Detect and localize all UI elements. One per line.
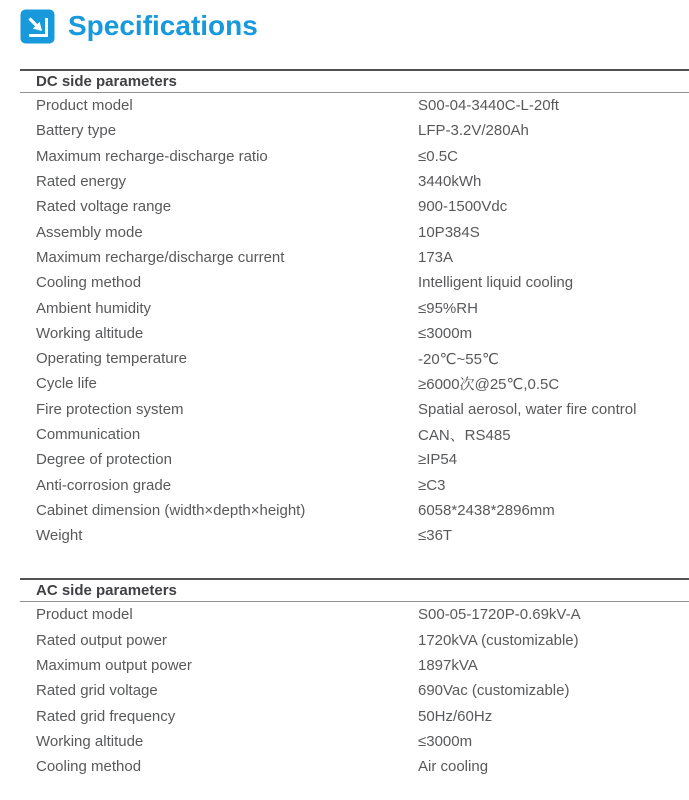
table-row [20,628,689,653]
dc-parameters-table [20,69,689,548]
row-value: S00-05-1720P-0.69kV-A [418,606,581,624]
row-label: Product model [36,606,133,624]
row-label: Operating temperature [36,350,187,368]
row-label: Ambient humidity [36,299,152,317]
table-row [20,144,689,169]
row-label: Battery type [36,122,117,140]
table-row [20,602,689,627]
table-row [20,422,689,447]
table-row [20,194,689,219]
table-row [20,729,689,754]
corner-arrow-icon [20,9,55,44]
table-row [20,245,689,270]
table-row [20,653,689,678]
row-value: 6058*2438*2896mm [418,501,555,519]
row-value: S00-04-3440C-L-20ft [418,97,559,115]
row-label: Cycle life [36,375,97,393]
page-header [0,0,689,44]
table-row [20,498,689,523]
table-row [20,371,689,396]
row-value: ≤95%RH [418,299,478,317]
table-row [20,754,689,779]
row-value: 690Vac (customizable) [418,682,570,700]
ac-table-header: AC side parameters [20,578,689,602]
table-row [20,678,689,703]
dc-table-header: DC side parameters [20,69,689,93]
row-label: Cabinet dimension (width×depth×height) [36,501,306,519]
row-label: Maximum recharge-discharge ratio [36,147,268,165]
row-value: ≤3000m [418,324,473,342]
page-title: Specifications [68,10,258,41]
row-label: Rated energy [36,173,127,191]
table-row [20,447,689,472]
table-row [20,169,689,194]
row-label: Fire protection system [36,400,184,418]
table-row [20,472,689,497]
row-value: ≥6000次@25℃,0.5C [418,376,560,394]
row-value: 10P384S [418,223,480,241]
row-label: Degree of protection [36,451,172,469]
row-label: Rated grid voltage [36,682,158,700]
row-value: ≤36T [418,527,453,545]
row-value: LFP-3.2V/280Ah [418,122,529,140]
row-label: Communication [36,426,141,443]
table-row [20,704,689,729]
table-row [20,270,689,295]
row-value: ≥IP54 [418,451,458,469]
row-label: Rated grid frequency [36,707,176,725]
row-value: Intelligent liquid cooling [418,274,574,292]
row-value: 1720kVA (customizable) [418,631,579,649]
row-value: Spatial aerosol, water fire control [418,400,637,418]
row-value: Air cooling [418,758,489,776]
row-value: CAN、RS485 [418,427,511,444]
row-label: Working altitude [36,324,144,342]
row-label: Product model [36,97,133,115]
row-value: ≥C3 [418,476,446,494]
row-label: Assembly mode [36,223,143,241]
row-value: ≤3000m [418,732,473,750]
row-value: 1897kVA [418,657,478,675]
table-row [20,397,689,422]
table-row [20,295,689,320]
row-value: ≤0.5C [418,147,458,165]
row-label: Rated voltage range [36,198,172,216]
row-label: Cooling method [36,758,142,776]
table-row [20,346,689,371]
table-row [20,523,689,548]
row-value: 900-1500Vdc [418,198,508,216]
row-value: 173A [418,248,454,266]
table-row [20,219,689,244]
row-value: 3440kWh [418,173,482,191]
row-value: 50Hz/60Hz [418,707,493,725]
table-row [20,118,689,143]
ac-parameters-table [20,578,689,779]
row-label: Maximum output power [36,657,192,675]
row-label: Working altitude [36,732,144,750]
row-label: Maximum recharge/discharge current [36,248,285,266]
row-value: -20℃~55℃ [418,350,499,368]
row-label: Weight [36,527,83,545]
table-row [20,93,689,118]
row-label: Rated output power [36,631,167,649]
row-label: Anti-corrosion grade [36,476,172,494]
row-label: Cooling method [36,274,142,292]
table-row [20,321,689,346]
